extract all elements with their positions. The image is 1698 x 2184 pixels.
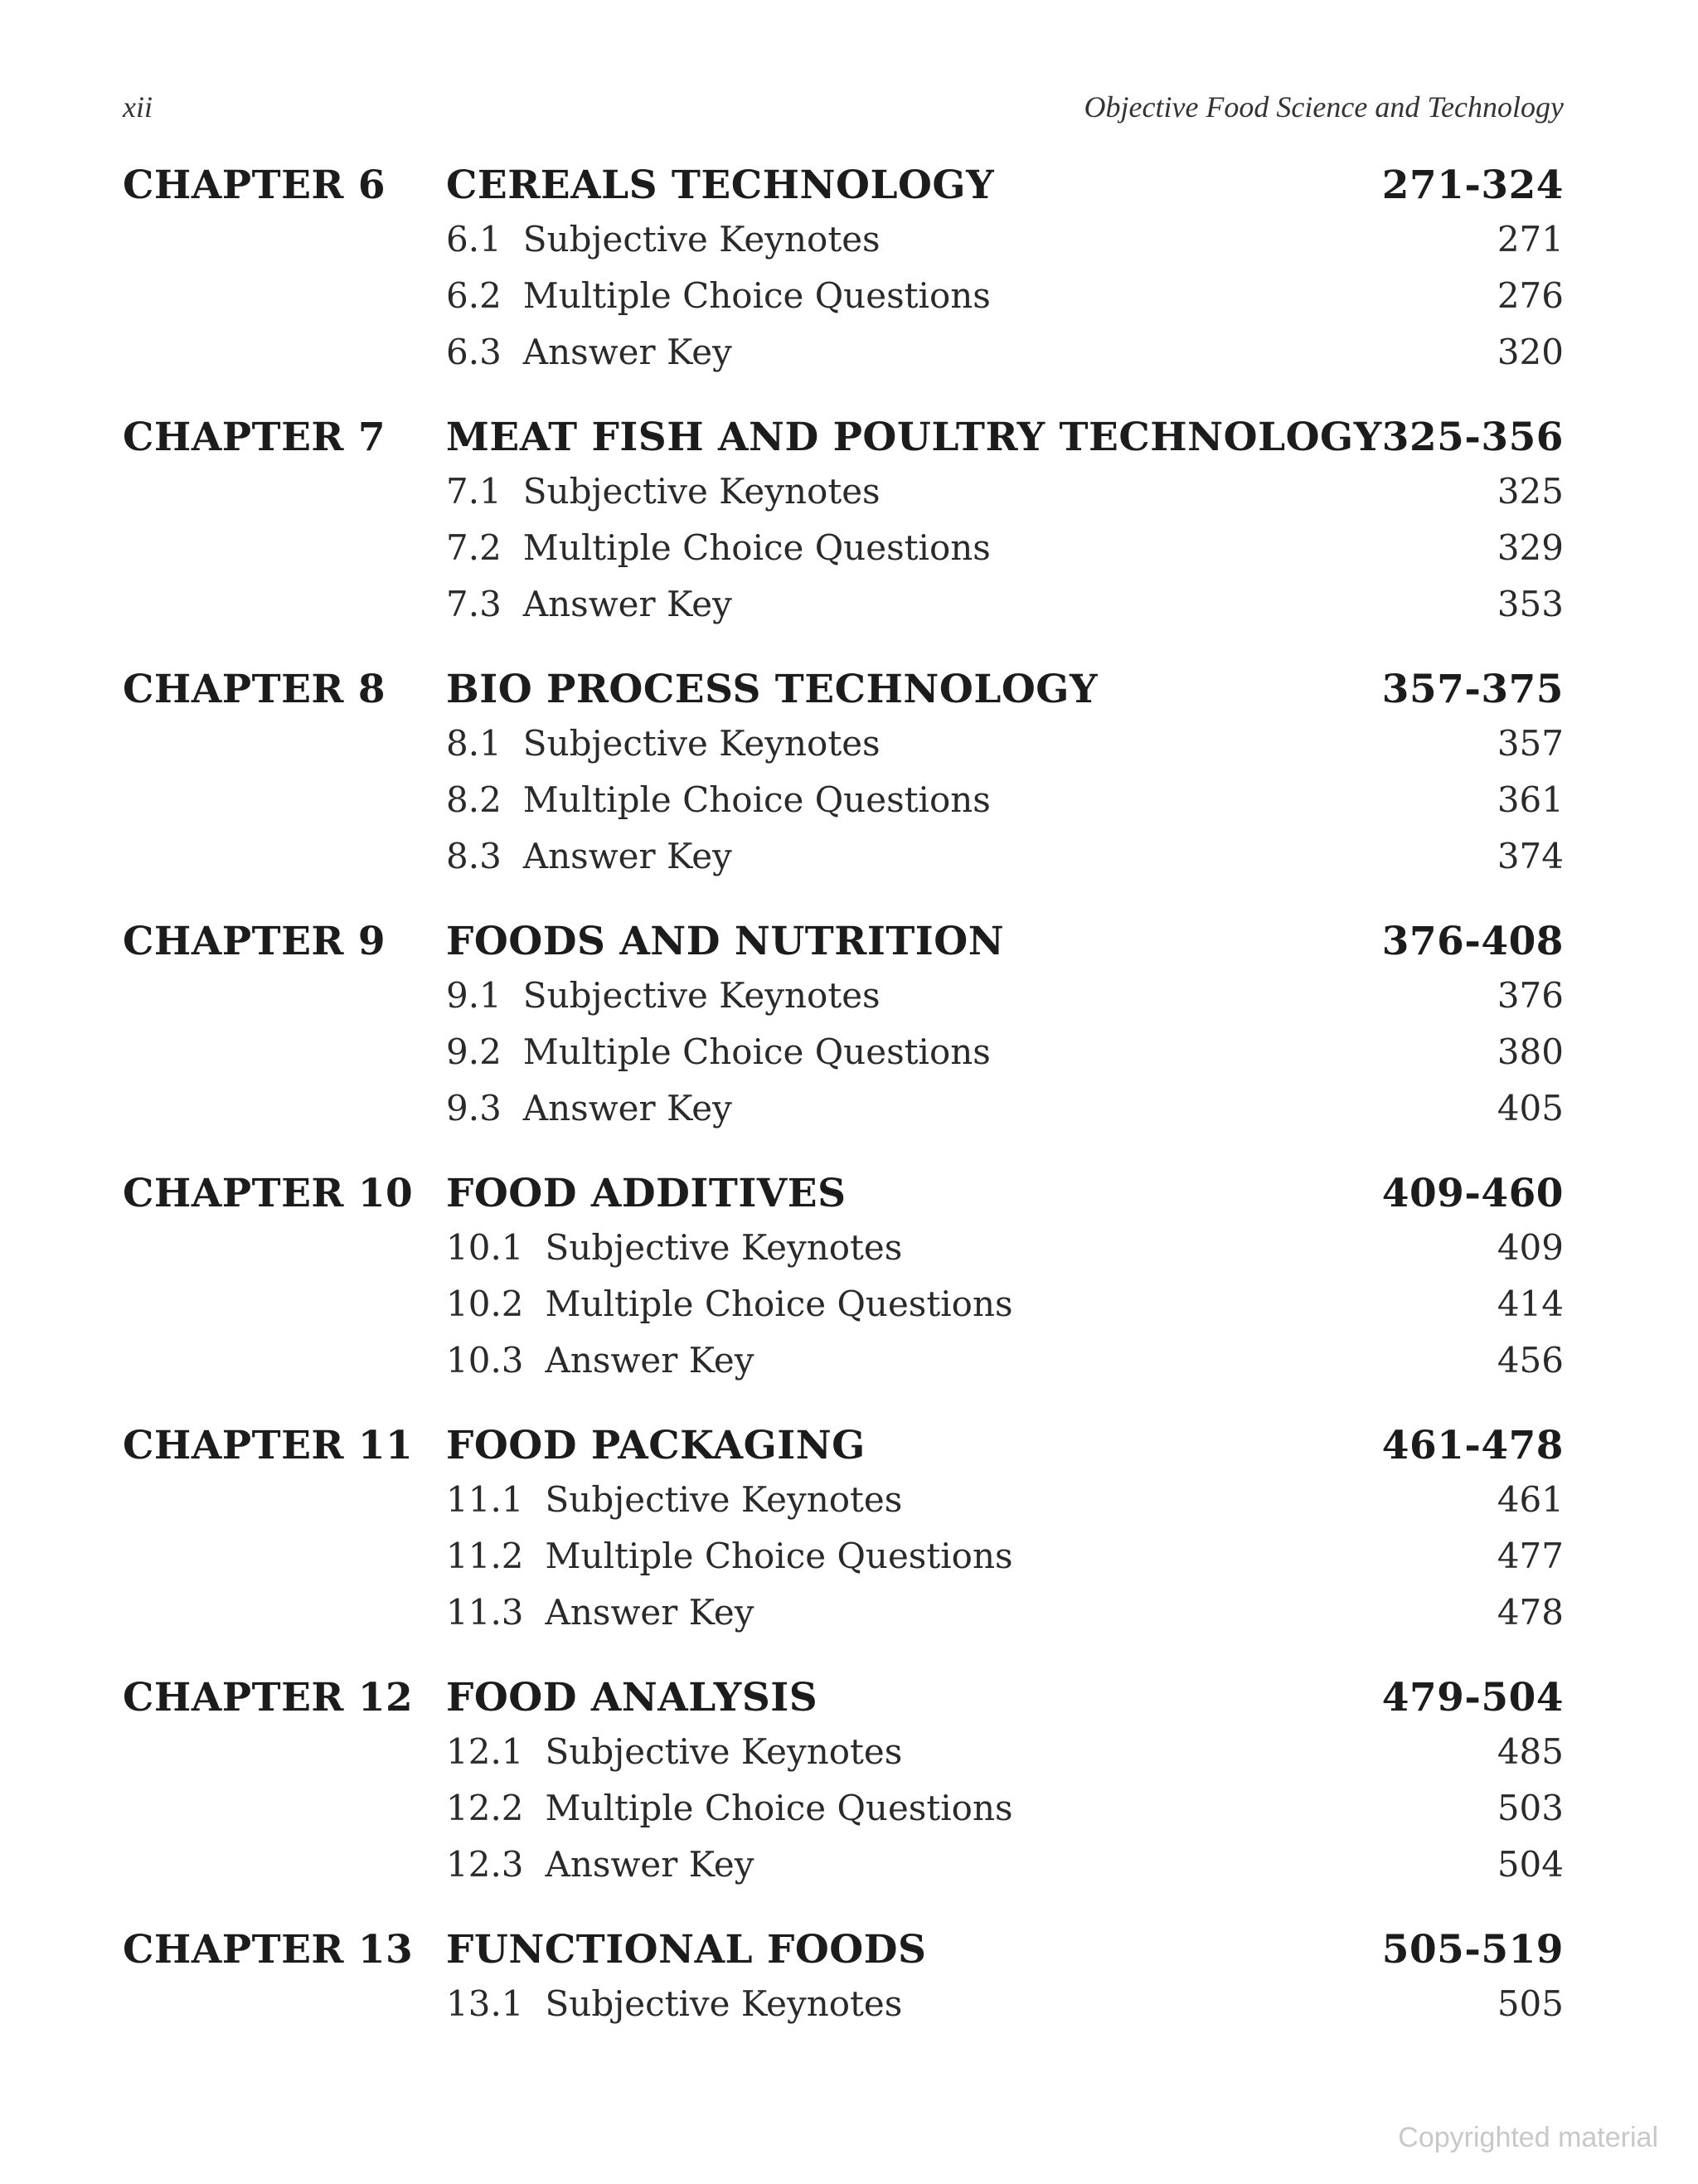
section-entry [123,1983,1564,2040]
chapter-title: FOOD PACKAGING [446,1423,866,1468]
chapter-page-range: 325-356 [1381,415,1564,460]
section-number: 11.1 [446,1479,524,1520]
chapter-heading-row [123,1675,1564,1731]
section-page-number: 503 [1497,1788,1564,1828]
chapter-label: CHAPTER 13 [123,1927,414,1973]
chapter-label: CHAPTER 7 [123,415,386,460]
section-page-number: 329 [1497,527,1564,568]
chapter-title: CEREALS TECHNOLOGY [446,163,995,208]
section-number: 12.2 [446,1788,524,1828]
section-page-number: 409 [1497,1227,1564,1268]
section-title: Subjective Keynotes [545,1479,903,1520]
chapter-page-range: 357-375 [1381,667,1564,712]
section-page-number: 376 [1497,975,1564,1016]
section-number: 10.2 [446,1284,524,1324]
chapter-label: CHAPTER 9 [123,919,386,964]
section-number: 7.3 [446,584,502,624]
section-page-number: 353 [1497,584,1564,624]
section-entry [123,836,1564,892]
section-number: 7.2 [446,527,502,568]
chapter-page-range: 461-478 [1381,1423,1564,1468]
chapter-heading-row [123,667,1564,723]
chapter-block [123,919,1564,1144]
chapter-block [123,1423,1564,1648]
section-entry [123,1788,1564,1844]
section-title: Subjective Keynotes [545,1227,903,1268]
section-title: Subjective Keynotes [522,219,881,260]
section-title: Subjective Keynotes [545,1983,903,2024]
section-title: Answer Key [522,836,732,876]
section-entry [123,779,1564,836]
section-page-number: 504 [1497,1844,1564,1885]
chapter-title: FOOD ANALYSIS [446,1675,818,1721]
chapter-heading-row [123,919,1564,975]
section-page-number: 325 [1497,471,1564,512]
section-page-number: 405 [1497,1088,1564,1128]
section-title: Answer Key [522,332,732,372]
section-page-number: 477 [1497,1536,1564,1576]
section-page-number: 456 [1497,1340,1564,1381]
section-page-number: 361 [1497,779,1564,820]
section-number: 9.1 [446,975,502,1016]
section-entry [123,1731,1564,1788]
section-number: 9.3 [446,1088,502,1128]
chapter-title: MEAT FISH AND POULTRY TECHNOLOGY [445,415,1382,460]
section-page-number: 374 [1497,836,1564,876]
section-page-number: 485 [1497,1731,1564,1772]
section-title: Multiple Choice Questions [545,1284,1013,1324]
section-number: 8.3 [446,836,502,876]
section-page-number: 414 [1497,1284,1564,1324]
chapter-label: CHAPTER 8 [123,667,386,712]
chapter-label: CHAPTER 10 [123,1171,414,1216]
chapter-block [123,1927,1564,2040]
chapter-title: FOODS AND NUTRITION [446,919,1005,964]
section-number: 8.1 [446,723,502,764]
table-of-contents [123,163,1564,2066]
section-number: 8.2 [446,779,502,820]
section-page-number: 478 [1497,1592,1564,1633]
section-entry [123,1340,1564,1396]
section-title: Subjective Keynotes [522,975,881,1016]
section-title: Multiple Choice Questions [522,1031,991,1072]
section-title: Subjective Keynotes [545,1731,903,1772]
section-number: 6.1 [446,219,502,260]
section-page-number: 505 [1497,1983,1564,2024]
chapter-block [123,415,1564,640]
section-entry [123,1088,1564,1144]
section-title: Multiple Choice Questions [545,1788,1013,1828]
section-entry [123,1536,1564,1592]
section-entry [123,1031,1564,1088]
chapter-title: BIO PROCESS TECHNOLOGY [446,667,1098,712]
chapter-block [123,163,1564,388]
section-page-number: 461 [1497,1479,1564,1520]
section-number: 11.2 [446,1536,524,1576]
book-title: Objective Food Science and Technology [1084,90,1564,124]
section-title: Answer Key [545,1592,754,1633]
section-number: 13.1 [446,1983,524,2024]
section-page-number: 357 [1497,723,1564,764]
chapter-block [123,1171,1564,1396]
section-entry [123,1844,1564,1900]
section-title: Answer Key [545,1340,754,1381]
chapter-block [123,1675,1564,1900]
section-number: 6.2 [446,275,502,316]
section-number: 9.2 [446,1031,502,1072]
section-entry [123,975,1564,1031]
section-entry [123,1284,1564,1340]
section-entry [123,1227,1564,1284]
chapter-page-range: 479-504 [1381,1675,1564,1721]
section-number: 7.1 [446,471,502,512]
section-title: Multiple Choice Questions [522,275,991,316]
chapter-heading-row [123,1171,1564,1227]
chapter-block [123,667,1564,892]
section-number: 12.1 [446,1731,524,1772]
running-head [123,90,1564,139]
chapter-page-range: 505-519 [1381,1927,1564,1973]
section-title: Answer Key [522,584,732,624]
section-title: Subjective Keynotes [522,471,881,512]
section-entry [123,275,1564,332]
section-title: Subjective Keynotes [522,723,881,764]
copyright-watermark: Copyrighted material [1398,2122,1658,2153]
chapter-title: FOOD ADDITIVES [446,1171,847,1216]
section-entry [123,471,1564,527]
section-entry [123,723,1564,779]
section-entry [123,527,1564,584]
chapter-label: CHAPTER 11 [123,1423,414,1468]
chapter-heading-row [123,415,1564,471]
section-title: Multiple Choice Questions [545,1536,1013,1576]
section-number: 11.3 [446,1592,524,1633]
section-entry [123,1592,1564,1648]
section-number: 6.3 [446,332,502,372]
chapter-label: CHAPTER 6 [123,163,386,208]
page-folio: xii [123,90,153,124]
section-page-number: 271 [1497,219,1564,260]
chapter-heading-row [123,1423,1564,1479]
section-entry [123,584,1564,640]
chapter-page-range: 409-460 [1381,1171,1564,1216]
section-number: 12.3 [446,1844,524,1885]
section-title: Multiple Choice Questions [522,779,991,820]
section-entry [123,219,1564,275]
section-page-number: 380 [1497,1031,1564,1072]
section-number: 10.1 [446,1227,524,1268]
chapter-page-range: 376-408 [1381,919,1564,964]
chapter-page-range: 271-324 [1381,163,1564,208]
chapter-heading-row [123,163,1564,219]
chapter-heading-row [123,1927,1564,1983]
section-number: 10.3 [446,1340,524,1381]
chapter-title: FUNCTIONAL FOODS [446,1927,927,1973]
section-title: Answer Key [522,1088,732,1128]
section-entry [123,1479,1564,1536]
section-entry [123,332,1564,388]
section-title: Multiple Choice Questions [522,527,991,568]
chapter-label: CHAPTER 12 [123,1675,414,1721]
section-page-number: 276 [1497,275,1564,316]
section-title: Answer Key [545,1844,754,1885]
section-page-number: 320 [1497,332,1564,372]
